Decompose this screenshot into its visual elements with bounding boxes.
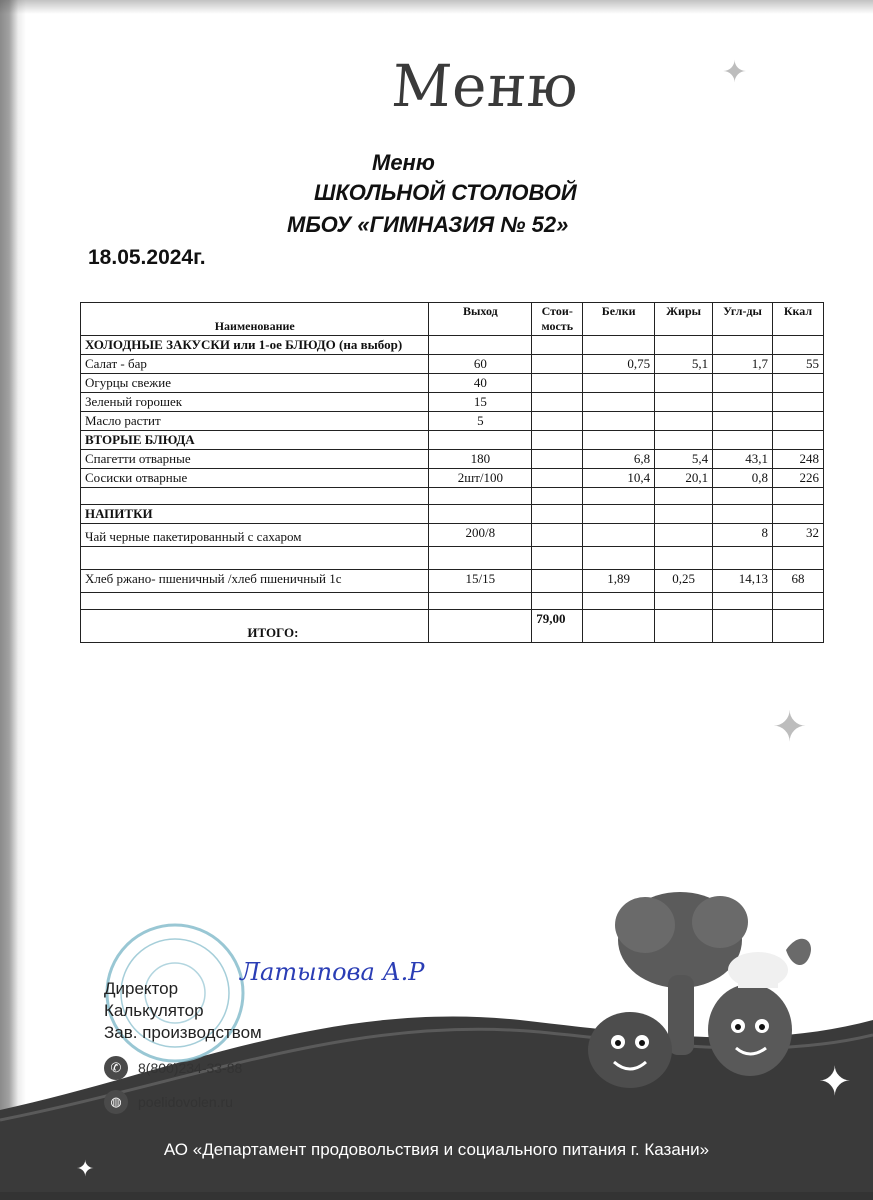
cell-carbs: 1,7 [713, 355, 773, 374]
cell-carbs [713, 412, 773, 431]
cell-protein [583, 524, 655, 547]
title-line-3: МБОУ «ГИМНАЗИЯ № 52» [287, 212, 569, 237]
total-row [81, 610, 824, 643]
cell-kcal: 68 [772, 570, 823, 593]
cell-output [429, 431, 532, 450]
cell-cost [532, 450, 583, 469]
cell-carbs [713, 488, 773, 505]
total-cost: 79,00 [532, 610, 583, 643]
mascot-illustration [560, 880, 820, 1130]
cell-carbs [713, 393, 773, 412]
cell-name [81, 593, 429, 610]
cell-kcal [772, 593, 823, 610]
table-row [81, 570, 824, 593]
table-row [81, 488, 824, 505]
cell-fat: 0,25 [655, 570, 713, 593]
cell-protein [583, 593, 655, 610]
table-row [81, 593, 824, 610]
cell-kcal [772, 374, 823, 393]
cell-output [429, 547, 532, 570]
cell-name: НАПИТКИ [81, 505, 429, 524]
director-signature: Латыпова А.Р [240, 958, 425, 986]
cell-carbs [713, 593, 773, 610]
cell-name: Сосиски отварные [81, 469, 429, 488]
cell-protein [583, 431, 655, 450]
sparkle-icon: ✦ [76, 1156, 95, 1181]
cell-name: Спагетти отварные [81, 450, 429, 469]
cell-cost [532, 524, 583, 547]
cell-name: Салат - бар [81, 355, 429, 374]
cell-output [429, 505, 532, 524]
cell-carbs [713, 505, 773, 524]
table-row [81, 431, 824, 450]
website-link[interactable]: poelidovolen.ru [138, 1094, 233, 1110]
cell-carbs [713, 374, 773, 393]
cell-carbs [713, 547, 773, 570]
title-line-2: ШКОЛЬНОЙ СТОЛОВОЙ [314, 180, 577, 205]
phone-icon: ✆ [104, 1056, 128, 1080]
cell-fat: 20,1 [655, 469, 713, 488]
cell-cost [532, 547, 583, 570]
sparkle-icon: ✦ [818, 1060, 852, 1104]
cell-carbs: 0,8 [713, 469, 773, 488]
cell-fat [655, 593, 713, 610]
cell-name: Чай черные пакетированный с сахаром [81, 524, 429, 547]
cell-fat [655, 393, 713, 412]
table-row [81, 450, 824, 469]
role-director: Директор [104, 979, 179, 998]
cell-cost [532, 505, 583, 524]
cell-cost [532, 393, 583, 412]
cell-carbs: 43,1 [713, 450, 773, 469]
cell-kcal [772, 505, 823, 524]
cell-carbs [713, 610, 773, 643]
table-row [81, 412, 824, 431]
cell-output: 40 [429, 374, 532, 393]
table-row [81, 336, 824, 355]
cell-fat [655, 488, 713, 505]
cell-protein [583, 336, 655, 355]
cell-kcal [772, 547, 823, 570]
cell-output: 60 [429, 355, 532, 374]
cell-kcal: 55 [772, 355, 823, 374]
cell-fat: 5,4 [655, 450, 713, 469]
handwritten-title: Меню [389, 52, 582, 120]
cell-protein [583, 488, 655, 505]
footer-organization: АО «Департамент продовольствия и социального питания г. Казани» [163, 1140, 710, 1159]
cell-kcal: 248 [772, 450, 823, 469]
cell-output: 2шт/100 [429, 469, 532, 488]
cell-name [81, 547, 429, 570]
cell-fat [655, 412, 713, 431]
cell-kcal [772, 610, 823, 643]
cell-cost [532, 355, 583, 374]
cell-name: Хлеб ржано- пшеничный /хлеб пшеничный 1с [81, 570, 429, 593]
cell-protein: 10,4 [583, 469, 655, 488]
cell-carbs [713, 336, 773, 355]
contact-website [104, 1090, 233, 1114]
total-label: ИТОГО: [81, 610, 429, 643]
cell-kcal [772, 336, 823, 355]
menu-date: 18.05.2024г. [88, 246, 206, 269]
table-header [81, 303, 824, 336]
cell-fat [655, 336, 713, 355]
table-row [81, 374, 824, 393]
cell-fat [655, 374, 713, 393]
cell-protein [583, 374, 655, 393]
header-fat: Жиры [655, 303, 713, 336]
contact-phone [104, 1056, 242, 1080]
table-row [81, 524, 824, 547]
cell-output: 200/8 [429, 524, 532, 547]
cell-cost [532, 412, 583, 431]
cell-protein [583, 393, 655, 412]
cell-fat [655, 610, 713, 643]
cell-name: Масло растит [81, 412, 429, 431]
cell-carbs [713, 431, 773, 450]
menu-table [80, 302, 824, 643]
header-cost: Стои-мость [532, 303, 583, 336]
table-row [81, 393, 824, 412]
cell-output [429, 488, 532, 505]
cell-cost [532, 593, 583, 610]
cell-fat [655, 547, 713, 570]
cell-protein [583, 610, 655, 643]
cell-carbs: 8 [713, 524, 773, 547]
cell-name: Зеленый горошек [81, 393, 429, 412]
cell-kcal: 226 [772, 469, 823, 488]
role-production-head: Зав. производством [104, 1023, 262, 1042]
cell-protein: 0,75 [583, 355, 655, 374]
cell-fat [655, 505, 713, 524]
cell-kcal [772, 488, 823, 505]
cell-cost [532, 374, 583, 393]
table-row [81, 547, 824, 570]
cell-protein [583, 412, 655, 431]
globe-icon: ◍ [104, 1090, 128, 1114]
header-protein: Белки [583, 303, 655, 336]
scan-shadow-bottom [0, 1192, 873, 1200]
cell-output: 15 [429, 393, 532, 412]
header-kcal: Ккал [772, 303, 823, 336]
title-line-1: Меню [372, 150, 435, 175]
cell-protein: 6,8 [583, 450, 655, 469]
cell-kcal [772, 431, 823, 450]
cell-fat: 5,1 [655, 355, 713, 374]
cell-carbs: 14,13 [713, 570, 773, 593]
cell-output: 5 [429, 412, 532, 431]
cell-name: ХОЛОДНЫЕ ЗАКУСКИ или 1-ое БЛЮДО (на выбор) [81, 336, 429, 355]
cell-cost [532, 431, 583, 450]
cell-kcal [772, 393, 823, 412]
sparkle-icon: ✦ [772, 703, 808, 750]
table-row [81, 355, 824, 374]
cell-output [429, 593, 532, 610]
header-name: Наименование [81, 303, 429, 336]
cell-cost [532, 336, 583, 355]
header-carbs: Угл-ды [713, 303, 773, 336]
cell-fat [655, 431, 713, 450]
table-row [81, 469, 824, 488]
cell-protein: 1,89 [583, 570, 655, 593]
cell-kcal [772, 412, 823, 431]
scan-shadow-top [0, 0, 873, 14]
cell-name: ВТОРЫЕ БЛЮДА [81, 431, 429, 450]
cell-output [429, 610, 532, 643]
cell-output: 15/15 [429, 570, 532, 593]
phone-number: 8(800)234-33-88 [138, 1060, 243, 1076]
cell-name: Огурцы свежие [81, 374, 429, 393]
role-calculator: Калькулятор [104, 1001, 204, 1020]
cell-cost [532, 469, 583, 488]
header-output: Выход [429, 303, 532, 336]
cell-kcal: 32 [772, 524, 823, 547]
cell-protein [583, 505, 655, 524]
cell-protein [583, 547, 655, 570]
cell-output [429, 336, 532, 355]
cell-cost [532, 570, 583, 593]
signatory-roles [104, 978, 262, 1044]
cell-cost [532, 488, 583, 505]
cell-output: 180 [429, 450, 532, 469]
cell-name [81, 488, 429, 505]
sparkle-icon: ✦ [722, 56, 748, 89]
table-row [81, 505, 824, 524]
cell-fat [655, 524, 713, 547]
